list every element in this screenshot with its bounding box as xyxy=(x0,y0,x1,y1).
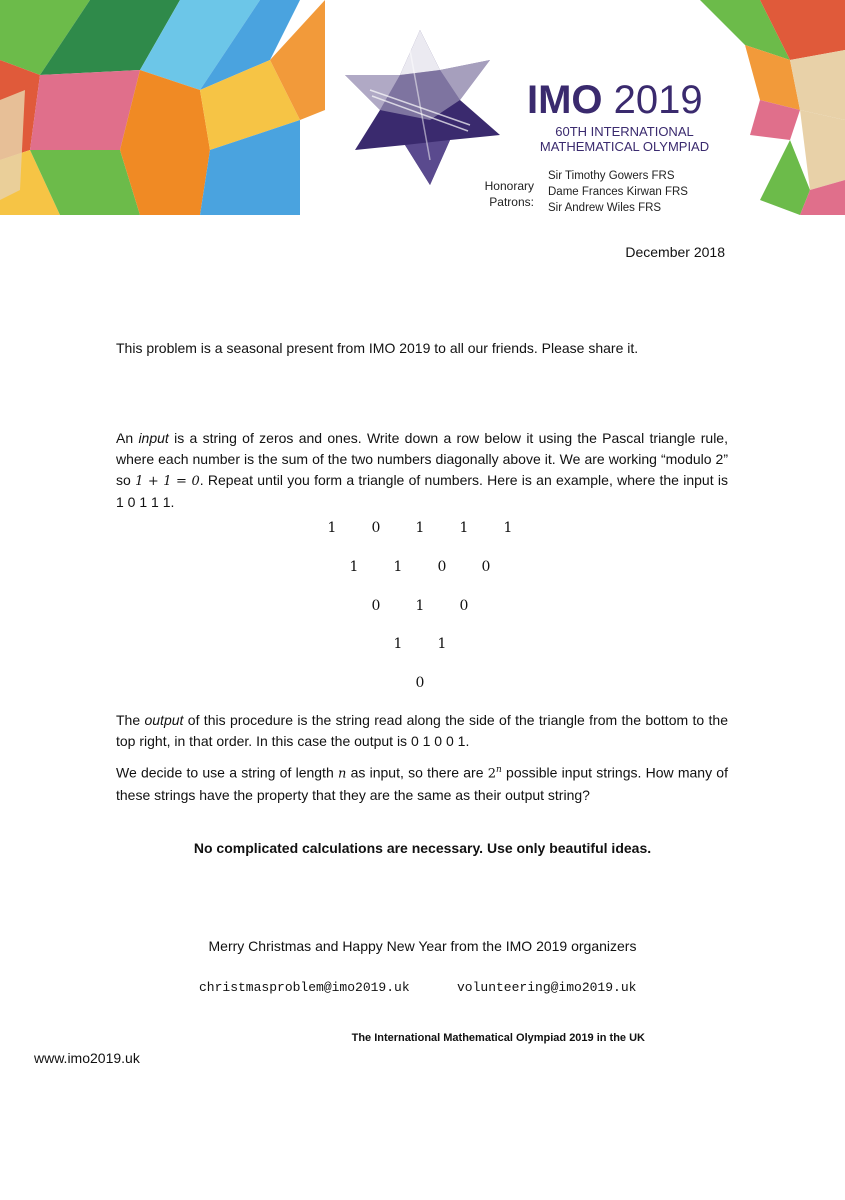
header-banner xyxy=(0,0,845,215)
triangle-digit: 0 xyxy=(437,559,447,575)
triangle-digit: 0 xyxy=(459,598,469,614)
patron-3: Sir Andrew Wiles FRS xyxy=(548,202,662,214)
footer-title: The International Mathematical Olympiad 2019 in the UK xyxy=(351,1032,645,1044)
output-term: output xyxy=(144,712,184,728)
website-link[interactable]: www.imo2019.uk xyxy=(34,1050,140,1066)
input-term: input xyxy=(138,430,169,446)
patron-1: Sir Timothy Gowers FRS xyxy=(548,170,675,182)
logo-subtitle-1: 60TH INTERNATIONAL xyxy=(555,124,694,139)
triangle-digit: 0 xyxy=(371,598,381,614)
date: December 2018 xyxy=(625,244,725,260)
triangle-digit: 1 xyxy=(437,636,447,652)
tagline: No complicated calculations are necessary. Use only beautiful ideas. xyxy=(193,840,652,856)
problem-paragraph-2: The output of this procedure is the string read along the side of the triangle from the bottom to the top right, in that order. In this case the output is 0 1 0 0 1. xyxy=(116,712,728,749)
patrons-label-1: Honorary xyxy=(484,179,534,193)
problem-paragraph-1: An input is a string of zeros and ones. Write down a row below it using the Pascal triangle rule, where each number is the sum of the two numbers diagonally above it. We are working “modulo 2” so 1 + 1 = 0. Repeat until you form a triangle of numbers. Here is an example, where the input is 1 0 1 1 1. xyxy=(116,430,728,510)
intro-text: This problem is a seasonal present from IMO 2019 to all our friends. Please share it. xyxy=(116,340,639,356)
triangle-digit: 1 xyxy=(393,559,403,575)
triangle-digit: 1 xyxy=(503,520,513,536)
email-volunteering-link[interactable]: volunteering@imo2019.uk xyxy=(457,980,637,995)
logo-main: IMO xyxy=(527,78,603,122)
imo-logo-text xyxy=(527,78,703,123)
patron-2: Dame Frances Kirwan FRS xyxy=(548,186,688,198)
triangle-digit: 0 xyxy=(415,675,425,691)
email-christmasproblem-link[interactable]: christmasproblem@imo2019.uk xyxy=(199,980,410,995)
logo-subtitle-2: MATHEMATICAL OLYMPIAD xyxy=(539,139,710,154)
patrons-label xyxy=(478,178,534,210)
triangle-digit: 0 xyxy=(371,520,381,536)
triangle-digit: 1 xyxy=(459,520,469,536)
greeting: Merry Christmas and Happy New Year from the IMO 2019 organizers xyxy=(208,938,637,954)
triangle-digit: 1 xyxy=(415,520,425,536)
math-expression: 1 + 1 = 0 xyxy=(135,474,200,489)
triangle-digit: 1 xyxy=(349,559,359,575)
triangle-digit: 1 xyxy=(415,598,425,614)
triangle-digit: 0 xyxy=(481,559,491,575)
triangle-digit: 1 xyxy=(327,520,337,536)
logo-year: 2019 xyxy=(613,78,703,122)
problem-paragraph-3: We decide to use a string of length n as input, so there are 2$^n$ possible input strings. How many of these strings have the property that they are the same as their output string? xyxy=(116,764,728,803)
imo-star-logo-icon xyxy=(345,30,500,185)
triangle-digit: 1 xyxy=(393,636,403,652)
patrons-label-2: Patrons: xyxy=(489,195,534,209)
banner-artwork xyxy=(0,0,845,215)
